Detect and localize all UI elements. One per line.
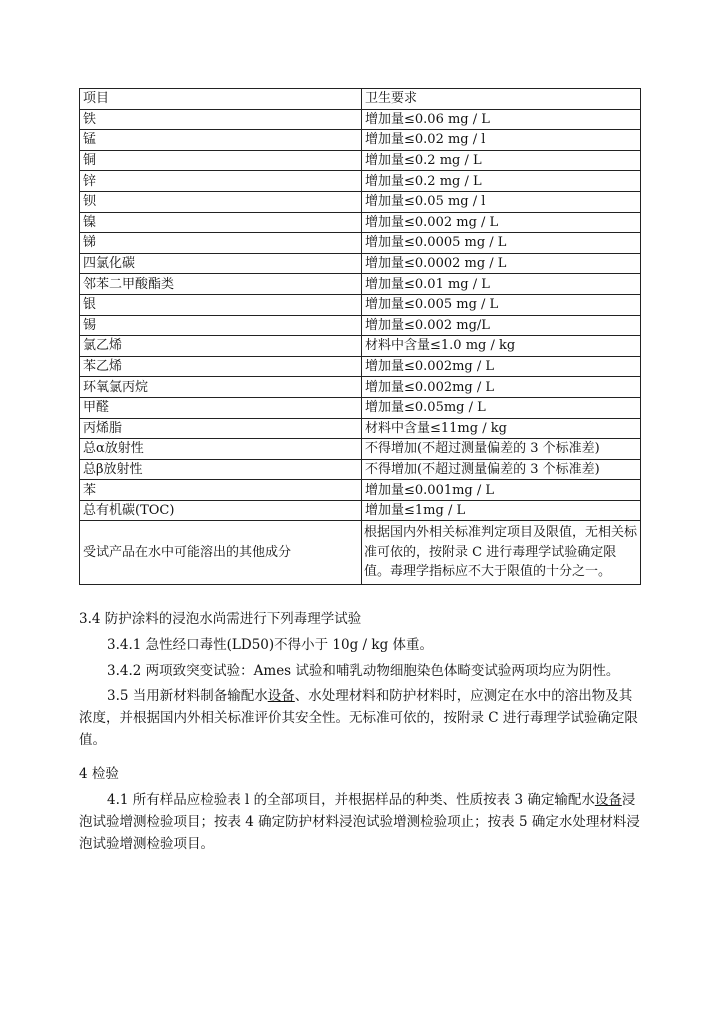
item-cell: 总α放射性 — [80, 439, 362, 460]
item-cell: 银 — [80, 294, 362, 315]
requirement-cell: 增加量≤1mg / L — [362, 500, 641, 521]
requirement-cell: 根据国内外相关标准判定项目及限值，无相关标准可依的，按附录 C 进行毒理学试验确定限值。毒理学指标应不大于限值的十分之一。 — [362, 521, 641, 585]
section-4-1 — [79, 789, 645, 855]
table-row — [80, 315, 641, 336]
item-cell: 总β放射性 — [80, 459, 362, 480]
requirement-cell: 增加量≤0.002 mg/L — [362, 315, 641, 336]
header-requirement-cell: 卫生要求 — [362, 89, 641, 110]
requirement-cell: 增加量≤0.005 mg / L — [362, 294, 641, 315]
section-3-5 — [79, 685, 645, 751]
item-cell: 锑 — [80, 233, 362, 254]
item-cell: 邻苯二甲酸酯类 — [80, 274, 362, 295]
item-cell: 锌 — [80, 171, 362, 192]
requirement-cell: 材料中含量≤11mg / kg — [362, 418, 641, 439]
item-cell: 氯乙烯 — [80, 336, 362, 357]
requirement-cell: 不得增加(不超过测量偏差的 3 个标准差) — [362, 459, 641, 480]
table-row — [80, 253, 641, 274]
section-4-1-underlined: 设备 — [594, 792, 622, 808]
table-row — [80, 212, 641, 233]
table-row — [80, 397, 641, 418]
table-header-row — [80, 89, 641, 110]
requirement-cell: 增加量≤0.001mg / L — [362, 480, 641, 501]
requirement-cell: 增加量≤0.0002 mg / L — [362, 253, 641, 274]
header-item-cell: 项目 — [80, 89, 362, 110]
item-cell: 铁 — [80, 109, 362, 130]
item-cell: 苯乙烯 — [80, 356, 362, 377]
section-3-4: 3.4 防护涂料的浸泡水尚需进行下列毒理学试验 — [79, 611, 362, 627]
section-3-4-2: 3.4.2 两项致突变试验：Ames 试验和哺乳动物细胞染色体畸变试验两项均应为阴性。 — [107, 663, 620, 679]
table-row — [80, 336, 641, 357]
item-cell: 铜 — [80, 150, 362, 171]
requirement-cell: 增加量≤0.05mg / L — [362, 397, 641, 418]
table-row — [80, 521, 641, 585]
requirement-cell: 增加量≤0.06 mg / L — [362, 109, 641, 130]
item-cell: 钡 — [80, 191, 362, 212]
requirement-cell: 增加量≤0.01 mg / L — [362, 274, 641, 295]
table-row — [80, 500, 641, 521]
item-cell: 锡 — [80, 315, 362, 336]
section-4-1-text-a: 4.1 所有样品应检验表 l 的全部项目，并根据样品的种类、性质按表 3 确定输配水 — [107, 792, 595, 808]
item-cell: 受试产品在水中可能溶出的其他成分 — [80, 521, 362, 585]
requirement-cell: 增加量≤0.05 mg / l — [362, 191, 641, 212]
item-cell: 四氯化碳 — [80, 253, 362, 274]
requirement-cell: 不得增加(不超过测量偏差的 3 个标准差) — [362, 439, 641, 460]
requirement-cell: 增加量≤0.002mg / L — [362, 377, 641, 398]
requirement-cell: 增加量≤0.02 mg / l — [362, 130, 641, 151]
table-row — [80, 274, 641, 295]
item-cell: 锰 — [80, 130, 362, 151]
section-3-5-underlined: 设备 — [267, 688, 295, 704]
item-cell: 甲醛 — [80, 397, 362, 418]
requirement-cell: 增加量≤0.2 mg / L — [362, 171, 641, 192]
requirement-cell: 增加量≤0.0005 mg / L — [362, 233, 641, 254]
requirement-cell: 增加量≤0.002mg / L — [362, 356, 641, 377]
table-row — [80, 418, 641, 439]
item-cell: 苯 — [80, 480, 362, 501]
hygiene-requirements-table — [79, 88, 641, 585]
table-row — [80, 480, 641, 501]
table-row — [80, 377, 641, 398]
section-4-heading: 4 检验 — [79, 766, 119, 782]
requirement-cell: 增加量≤0.2 mg / L — [362, 150, 641, 171]
section-3-5-text-a: 3.5 当用新材料制备输配水 — [107, 688, 268, 704]
table-row — [80, 171, 641, 192]
table-row — [80, 294, 641, 315]
requirement-cell: 材料中含量≤1.0 mg / kg — [362, 336, 641, 357]
table-row — [80, 150, 641, 171]
table-row — [80, 459, 641, 480]
section-3-4-1: 3.4.1 急性经口毒性(LD50)不得小于 10g / kg 体重。 — [107, 637, 433, 653]
table-row — [80, 233, 641, 254]
table-row — [80, 439, 641, 460]
table-row — [80, 109, 641, 130]
table-row — [80, 356, 641, 377]
item-cell: 环氧氯丙烷 — [80, 377, 362, 398]
item-cell: 镍 — [80, 212, 362, 233]
section-4-1-text-b: 浸泡试验增测检验项目；按表 4 确定防护材料浸泡试验增测检验项止；按表 5 确定水处理材料浸泡试验增测检验项目。 — [79, 792, 640, 852]
requirement-cell: 增加量≤0.002 mg / L — [362, 212, 641, 233]
table-row — [80, 191, 641, 212]
table-row — [80, 130, 641, 151]
item-cell: 总有机碳(TOC) — [80, 500, 362, 521]
item-cell: 丙烯脂 — [80, 418, 362, 439]
section-3-5-text-b: 、水处理材料和防护材料时，应测定在水中的溶出物及其浓度，并根据国内外相关标准评价其安全性。无标准可依的，按附录 C 进行毒理学试验确定限值。 — [79, 688, 638, 748]
